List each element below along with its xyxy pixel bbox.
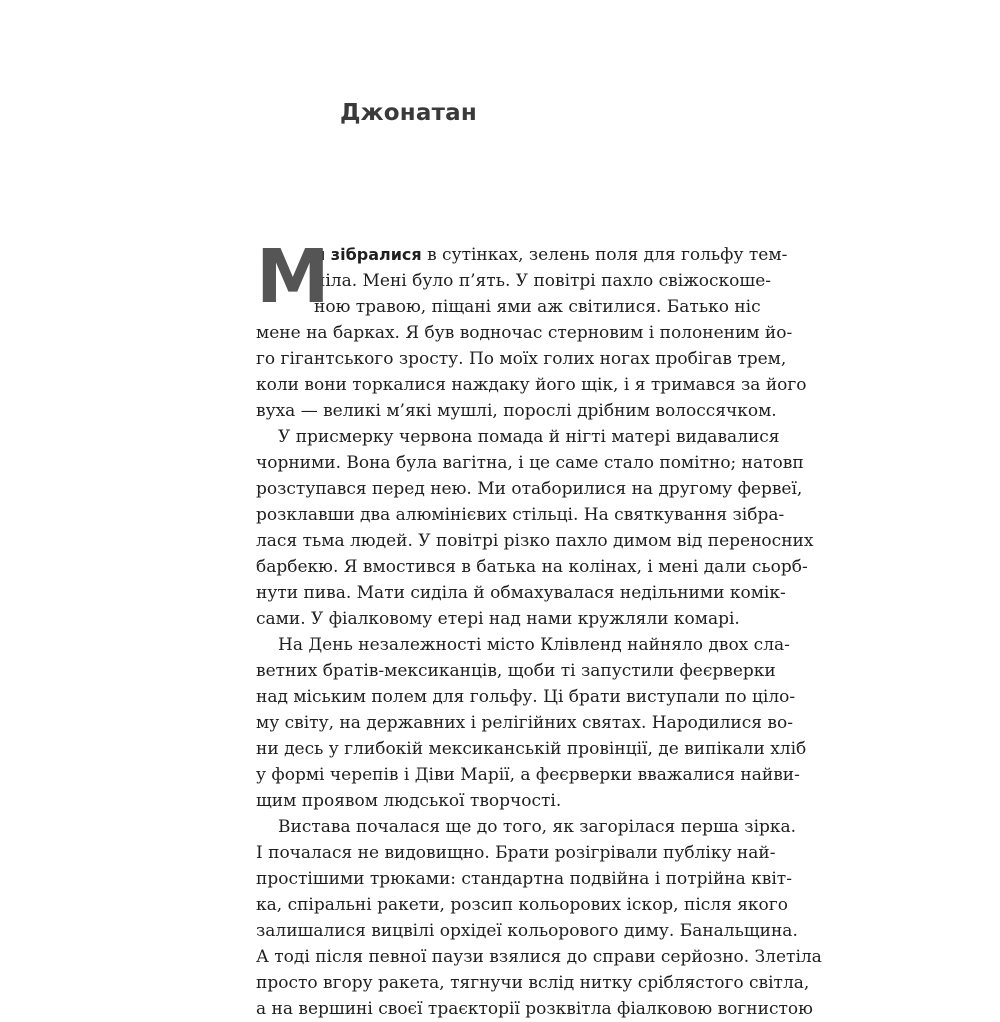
body-text — [256, 234, 822, 1022]
paragraph-line: ни десь у глибокій мексиканській провінції, де випікали хліб — [256, 739, 807, 759]
paragraph-line: На День незалежності місто Клівленд найняло двох сла- — [278, 635, 790, 655]
paragraph-line: розклавши два алюмінієвих стільці. На святкування зібра- — [256, 505, 785, 525]
paragraph-line: щим проявом людської творчості. — [256, 791, 562, 811]
paragraph-line: ка, спіральні ракети, розсип кольорових іскор, після якого — [256, 895, 788, 915]
paragraph-line: мене на барках. Я був водночас стерновим і полоненим йо- — [256, 323, 793, 343]
drop-cap: М — [256, 234, 330, 320]
paragraph-line: чорними. Вона була вагітна, і це саме стало помітно; натовп — [256, 453, 804, 473]
paragraph-line: простішими трюками: стандартна подвійна і потрійна квіт- — [256, 869, 792, 889]
paragraph-line: го гігантського зросту. По моїх голих ногах пробігав трем, — [256, 349, 787, 369]
paragraph-line: залишалися вицвілі орхідеї кольорового диму. Банальщина. — [256, 921, 798, 941]
chapter-title: Джонатан — [340, 100, 477, 126]
paragraph-line: нути пива. Мати сиділа й обмахувалася недільними комік- — [256, 583, 786, 603]
paragraph-line: У присмерку червона помада й нігті матері видавалися — [278, 427, 780, 447]
paragraph-line: розступався перед нею. Ми отаборилися на другому фервеї, — [256, 479, 803, 499]
paragraph-line: коли вони торкалися наждаку його щік, і я тримався за його — [256, 375, 807, 395]
paragraph-line: Вистава почалася ще до того, як загорілася перша зірка. — [278, 817, 797, 837]
paragraph-line: над міським полем для гольфу. Ці брати виступали по цілo- — [256, 687, 796, 707]
paragraph-line: І почалася не видовищно. Брати розігрівали публіку най- — [256, 843, 776, 863]
paragraph-line: ніла. Мені було п’ять. У повітрі пахло свіжоскоше- — [314, 271, 772, 291]
paragraph-line: барбекю. Я вмостився в батька на колінах, і мені дали сьорб- — [256, 557, 808, 577]
paragraph-line: вуха — великі м’які мушлі, порослі дрібним волоссячком. — [256, 401, 777, 421]
paragraph-line: у формі черепів і Діви Марії, а феєрверки вважалися найви- — [256, 765, 800, 785]
paragraph-line: ветних братів-мексиканців, щоби ті запустили феєрверки — [256, 661, 776, 681]
paragraph-line: му світу, на державних і релігійних святах. Народилися во- — [256, 713, 793, 733]
first-line-text: в сутінках, зелень поля для гольфу тем- — [421, 245, 788, 265]
paragraph-line: а на вершині своєї траєкторії розквітла фіалковою вогнистою — [256, 999, 813, 1019]
paragraph-line: лася тьма людей. У повітрі різко пахло димом від переносних — [256, 531, 814, 551]
paragraph-line: просто вгору ракета, тягнучи вслід нитку сріблястого світла, — [256, 973, 810, 993]
paragraph-line: ною травою, піщані ями аж світилися. Батько ніс — [314, 297, 761, 317]
paragraph-line: А тоді після певної паузи взялися до справи серйозно. Злетіла — [256, 947, 822, 967]
paragraph-line: сами. У фіалковому етері над нами кружляли комарі. — [256, 609, 740, 629]
lead-words: и зібралися — [314, 245, 422, 264]
